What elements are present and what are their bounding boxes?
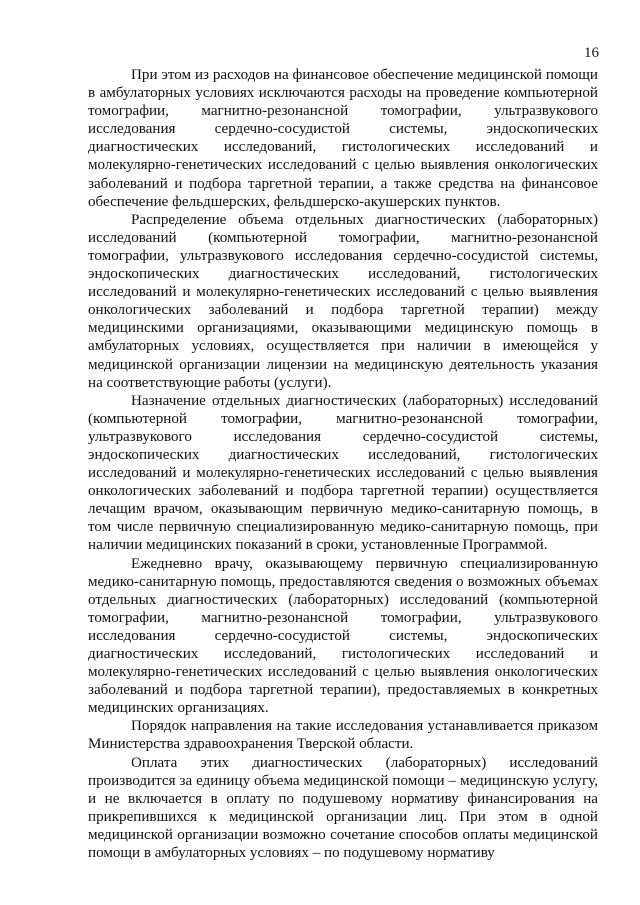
paragraph-payment: Оплата этих диагностических (лабораторных) исследований производится за единицу объема медицинской помощи – медицинскую услугу, и не включается в оплату по подушевому нормативу финансирования на прикрепившихся к медицинской организации лиц. При этом в одной медицинской организации возможно сочетание способов оплаты медицинской помощи в амбулаторных условиях – по подушевому нормативу	[88, 754, 598, 862]
paragraph-daily-information: Ежедневно врачу, оказывающему первичную специализированную медико-санитарную помощь, предоставляются сведения о возможных объемах отдельных диагностических (лабораторных) исследований (компьютерной томографии, магнитно-резонансной томографии, ультразвукового исследования сердечно-сосудистой системы, эндоскопических диагностических исследований, гистологических исследований и молекулярно-генетических исследований с целью выявления онкологических заболеваний и подбора таргетной терапии), предоставляемых в конкретных медицинских организациях.	[88, 555, 598, 717]
paragraph-volume-distribution: Распределение объема отдельных диагностических (лабораторных) исследований (компьютерной томографии, магнитно-резонансной томографии, ультразвукового исследования сердечно-сосудистой системы, эндоскопических диагностических исследований, гистологических исследований и молекулярно-генетических исследований с целью выявления онкологических заболеваний и подбора таргетной терапии) между медицинскими организациями, оказывающими медицинскую помощь в амбулаторных условиях, осуществляется при наличии в имеющейся у медицинской организации лицензии на медицинскую деятельность указания на соответствующие работы (услуги).	[88, 211, 598, 391]
paragraph-assignment-of-studies: Назначение отдельных диагностических (лабораторных) исследований (компьютерной томографии, магнитно-резонансной томографии, ультразвукового исследования сердечно-сосудистой системы, эндоскопических диагностических исследований, гистологических исследований и молекулярно-генетических исследований с целью выявления онкологических заболеваний и подбора таргетной терапии) осуществляется лечащим врачом, оказывающим первичную медико-санитарную помощь, в том числе первичную специализированную медико-санитарную помощь, при наличии медицинских показаний в сроки, установленные Программой.	[88, 392, 598, 554]
page-number: 16	[584, 45, 599, 61]
document-body	[88, 66, 598, 862]
paragraph-referral-procedure: Порядок направления на такие исследования устанавливается приказом Министерства здравоохранения Тверской области.	[88, 718, 598, 753]
paragraph-financing-exclusions: При этом из расходов на финансовое обеспечение медицинской помощи в амбулаторных условиях исключаются расходы на проведение компьютерной томографии, магнитно-резонансной томографии, ультразвукового исследования сердечно-сосудистой системы, эндоскопических диагностических исследований, гистологических исследований и молекулярно-генетических исследований с целью выявления онкологических заболеваний и подбора таргетной терапии, а также средства на финансовое обеспечение фельдшерских, фельдшерско-акушерских пунктов.	[88, 67, 598, 210]
